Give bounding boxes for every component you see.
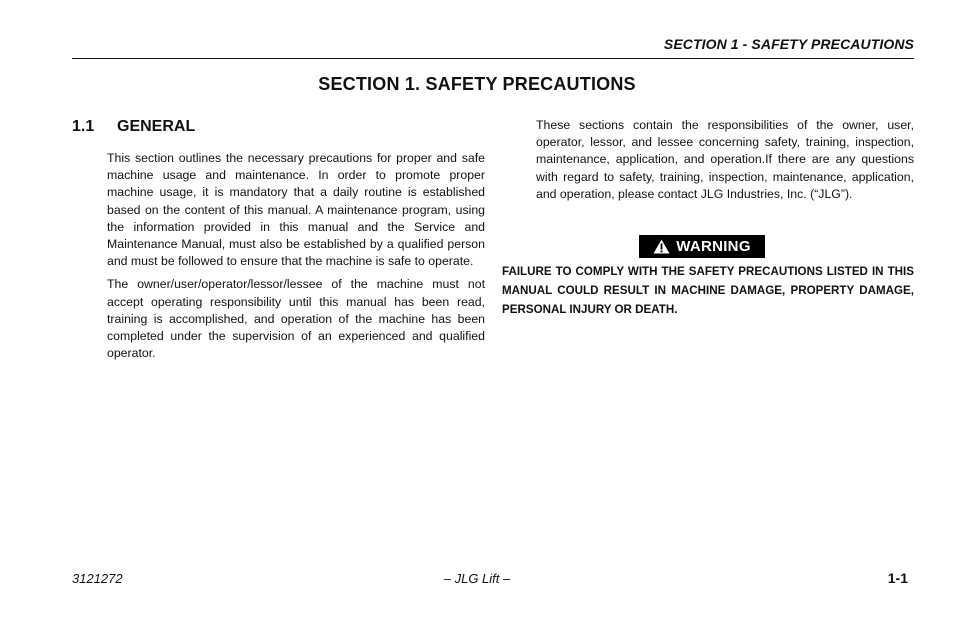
subsection-title: GENERAL (117, 118, 196, 135)
left-paragraph-1: This section outlines the necessary precautions for proper and safe machine usage and maintenance. In order to promote proper machine usage, it is mandatory that a daily routine is established based on the content of this manual. A maintenance program, using the information provided in this manual and the Service and Maintenance Manual, must also be established by a qualified person and must be followed to ensure that the machine is safe to operate. (107, 151, 485, 269)
left-paragraph-2: The owner/user/operator/lessor/lessee of the machine must not accept operating responsibility until this manual has been read, training is accomplished, and operation of the machine has been completed under the supervision of an experienced and qualified operator. (107, 277, 485, 361)
footer-page-number: 1-1 (887, 570, 908, 586)
header-rule (72, 58, 914, 59)
warning-label: WARNING (676, 238, 751, 255)
left-column (107, 150, 485, 368)
section-title: SECTION 1. SAFETY PRECAUTIONS (318, 74, 636, 94)
running-header-title: SECTION 1 - SAFETY PRECAUTIONS (663, 36, 914, 52)
subsection-heading (72, 118, 195, 136)
right-paragraph-1: These sections contain the responsibilities of the owner, user, operator, lessor, and lessee concerning safety, training, inspection, maintenance, application, and operation.If there are any questions with regard to safety, training, inspection, maintenance, application, and operation, please contact JLG Industries, Inc. (“JLG”). (536, 118, 914, 201)
warning-label-box (639, 235, 765, 258)
warning-text: FAILURE TO COMPLY WITH THE SAFETY PRECAUTIONS LISTED IN THIS MANUAL COULD RESULT IN MACHINE DAMAGE, PROPERTY DAMAGE, PERSONAL INJURY OR DEATH. (502, 265, 914, 316)
footer-center-text: – JLG Lift – (443, 571, 511, 586)
warning-triangle-icon (653, 239, 670, 254)
subsection-number: 1.1 (72, 118, 95, 135)
footer-doc-number: 3121272 (72, 571, 123, 586)
right-column (536, 117, 914, 203)
